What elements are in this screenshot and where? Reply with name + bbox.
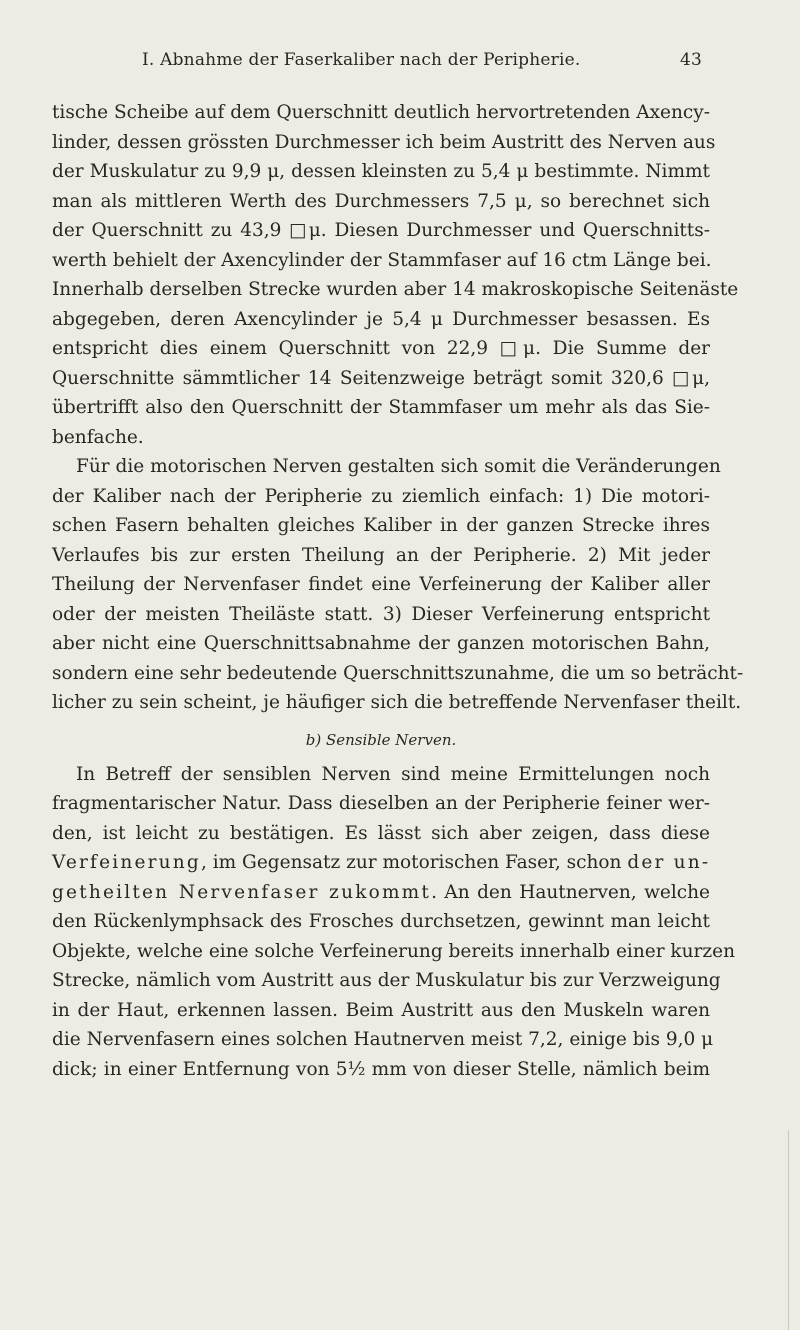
text-line	[52, 878, 710, 908]
text-line: Strecke, nämlich vom Austritt aus der Muskulatur bis zur Verzweigung	[52, 970, 721, 991]
page-number: 43	[679, 50, 702, 70]
emphasis-spaced: der un-	[627, 852, 711, 873]
section-heading: b) Sensible Nerven.	[305, 730, 457, 749]
text-line: Für die motorischen Nerven gestalten sich somit die Veränderungen	[76, 456, 721, 477]
text-line: man als mittleren Werth des Durchmessers 7,5 μ, so berechnet sich	[52, 190, 710, 212]
text-line: sondern eine sehr bedeutende Querschnittszunahme, die um so beträcht-	[52, 662, 744, 684]
text-line: benfache.	[52, 426, 144, 448]
text-span: . An den Hautnerven, welche	[431, 881, 710, 903]
text-line	[52, 848, 710, 878]
emphasis-spaced: getheilten Nervenfaser zukommt	[52, 881, 432, 903]
text-line: die Nervenfasern eines solchen Hautnerven meist 7,2, einige bis 9,0 μ	[52, 1029, 714, 1050]
text-line: der Muskulatur zu 9,9 μ, dessen kleinsten zu 5,4 μ bestimmte. Nimmt	[52, 161, 710, 182]
text-line: übertrifft also den Querschnitt der Stammfaser um mehr als das Sie-	[52, 397, 710, 418]
text-line: linder, dessen grössten Durchmesser ich beim Austritt des Nerven aus	[52, 131, 716, 153]
text-line: dick; in einer Entfernung von 5½ mm von dieser Stelle, nämlich beim	[52, 1058, 710, 1080]
text-line: Innerhalb derselben Strecke wurden aber 14 makroskopische Seitenäste	[52, 279, 739, 300]
emphasis-spaced: Verfeinerung	[52, 852, 201, 873]
text-line: oder der meisten Theiläste statt. 3) Dieser Verfeinerung entspricht	[52, 603, 710, 625]
text-line: der Kaliber nach der Peripherie zu ziemlich einfach: 1) Die motori-	[52, 485, 710, 507]
paragraph-1	[52, 98, 739, 452]
paragraph-3	[52, 760, 736, 1085]
header-title: I. Abnahme der Faserkaliber nach der Peripherie.	[142, 50, 581, 70]
text-line: schen Fasern behalten gleiches Kaliber in der ganzen Strecke ihres	[52, 515, 710, 536]
text-line: abgegeben, deren Axencylinder je 5,4 μ Durchmesser besassen. Es	[52, 308, 710, 330]
text-line: tische Scheibe auf dem Querschnitt deutlich hervortretenden Axency-	[52, 102, 710, 123]
text-line: Querschnitte sämmtlicher 14 Seitenzweige beträgt somit 320,6 □μ,	[52, 367, 710, 389]
text-line: licher zu sein scheint, je häufiger sich die betreffende Nervenfaser theilt.	[52, 692, 742, 713]
page-edge-shadow	[788, 1130, 789, 1330]
text-line: den Rückenlymphsack des Frosches durchsetzen, gewinnt man leicht	[52, 911, 710, 932]
paragraph-2	[52, 452, 744, 718]
text-line: den, ist leicht zu bestätigen. Es lässt sich aber zeigen, dass diese	[52, 822, 710, 844]
text-line: aber nicht eine Querschnittsabnahme der ganzen motorischen Bahn,	[52, 633, 710, 654]
page-body	[52, 98, 744, 1084]
text-line: fragmentarischer Natur. Dass dieselben an der Peripherie feiner wer-	[52, 793, 710, 814]
text-line: Verlaufes bis zur ersten Theilung an der Peripherie. 2) Mit jeder	[52, 544, 710, 566]
text-line: in der Haut, erkennen lassen. Beim Austritt aus den Muskeln waren	[52, 999, 710, 1021]
text-line: In Betreff der sensiblen Nerven sind meine Ermittelungen noch	[76, 763, 710, 785]
text-line: Theilung der Nervenfaser findet eine Verfeinerung der Kaliber aller	[52, 574, 710, 595]
text-line: werth behielt der Axencylinder der Stammfaser auf 16 ctm Länge bei.	[52, 249, 712, 271]
text-line: der Querschnitt zu 43,9 □μ. Diesen Durchmesser und Querschnitts-	[52, 220, 710, 241]
text-span: , im Gegensatz zur motorischen Faser, schon	[200, 852, 622, 873]
running-header	[142, 50, 702, 70]
text-line: entspricht dies einem Querschnitt von 22,9 □μ. Die Summe der	[52, 338, 710, 359]
text-line: Objekte, welche eine solche Verfeinerung bereits innerhalb einer kurzen	[52, 940, 736, 962]
